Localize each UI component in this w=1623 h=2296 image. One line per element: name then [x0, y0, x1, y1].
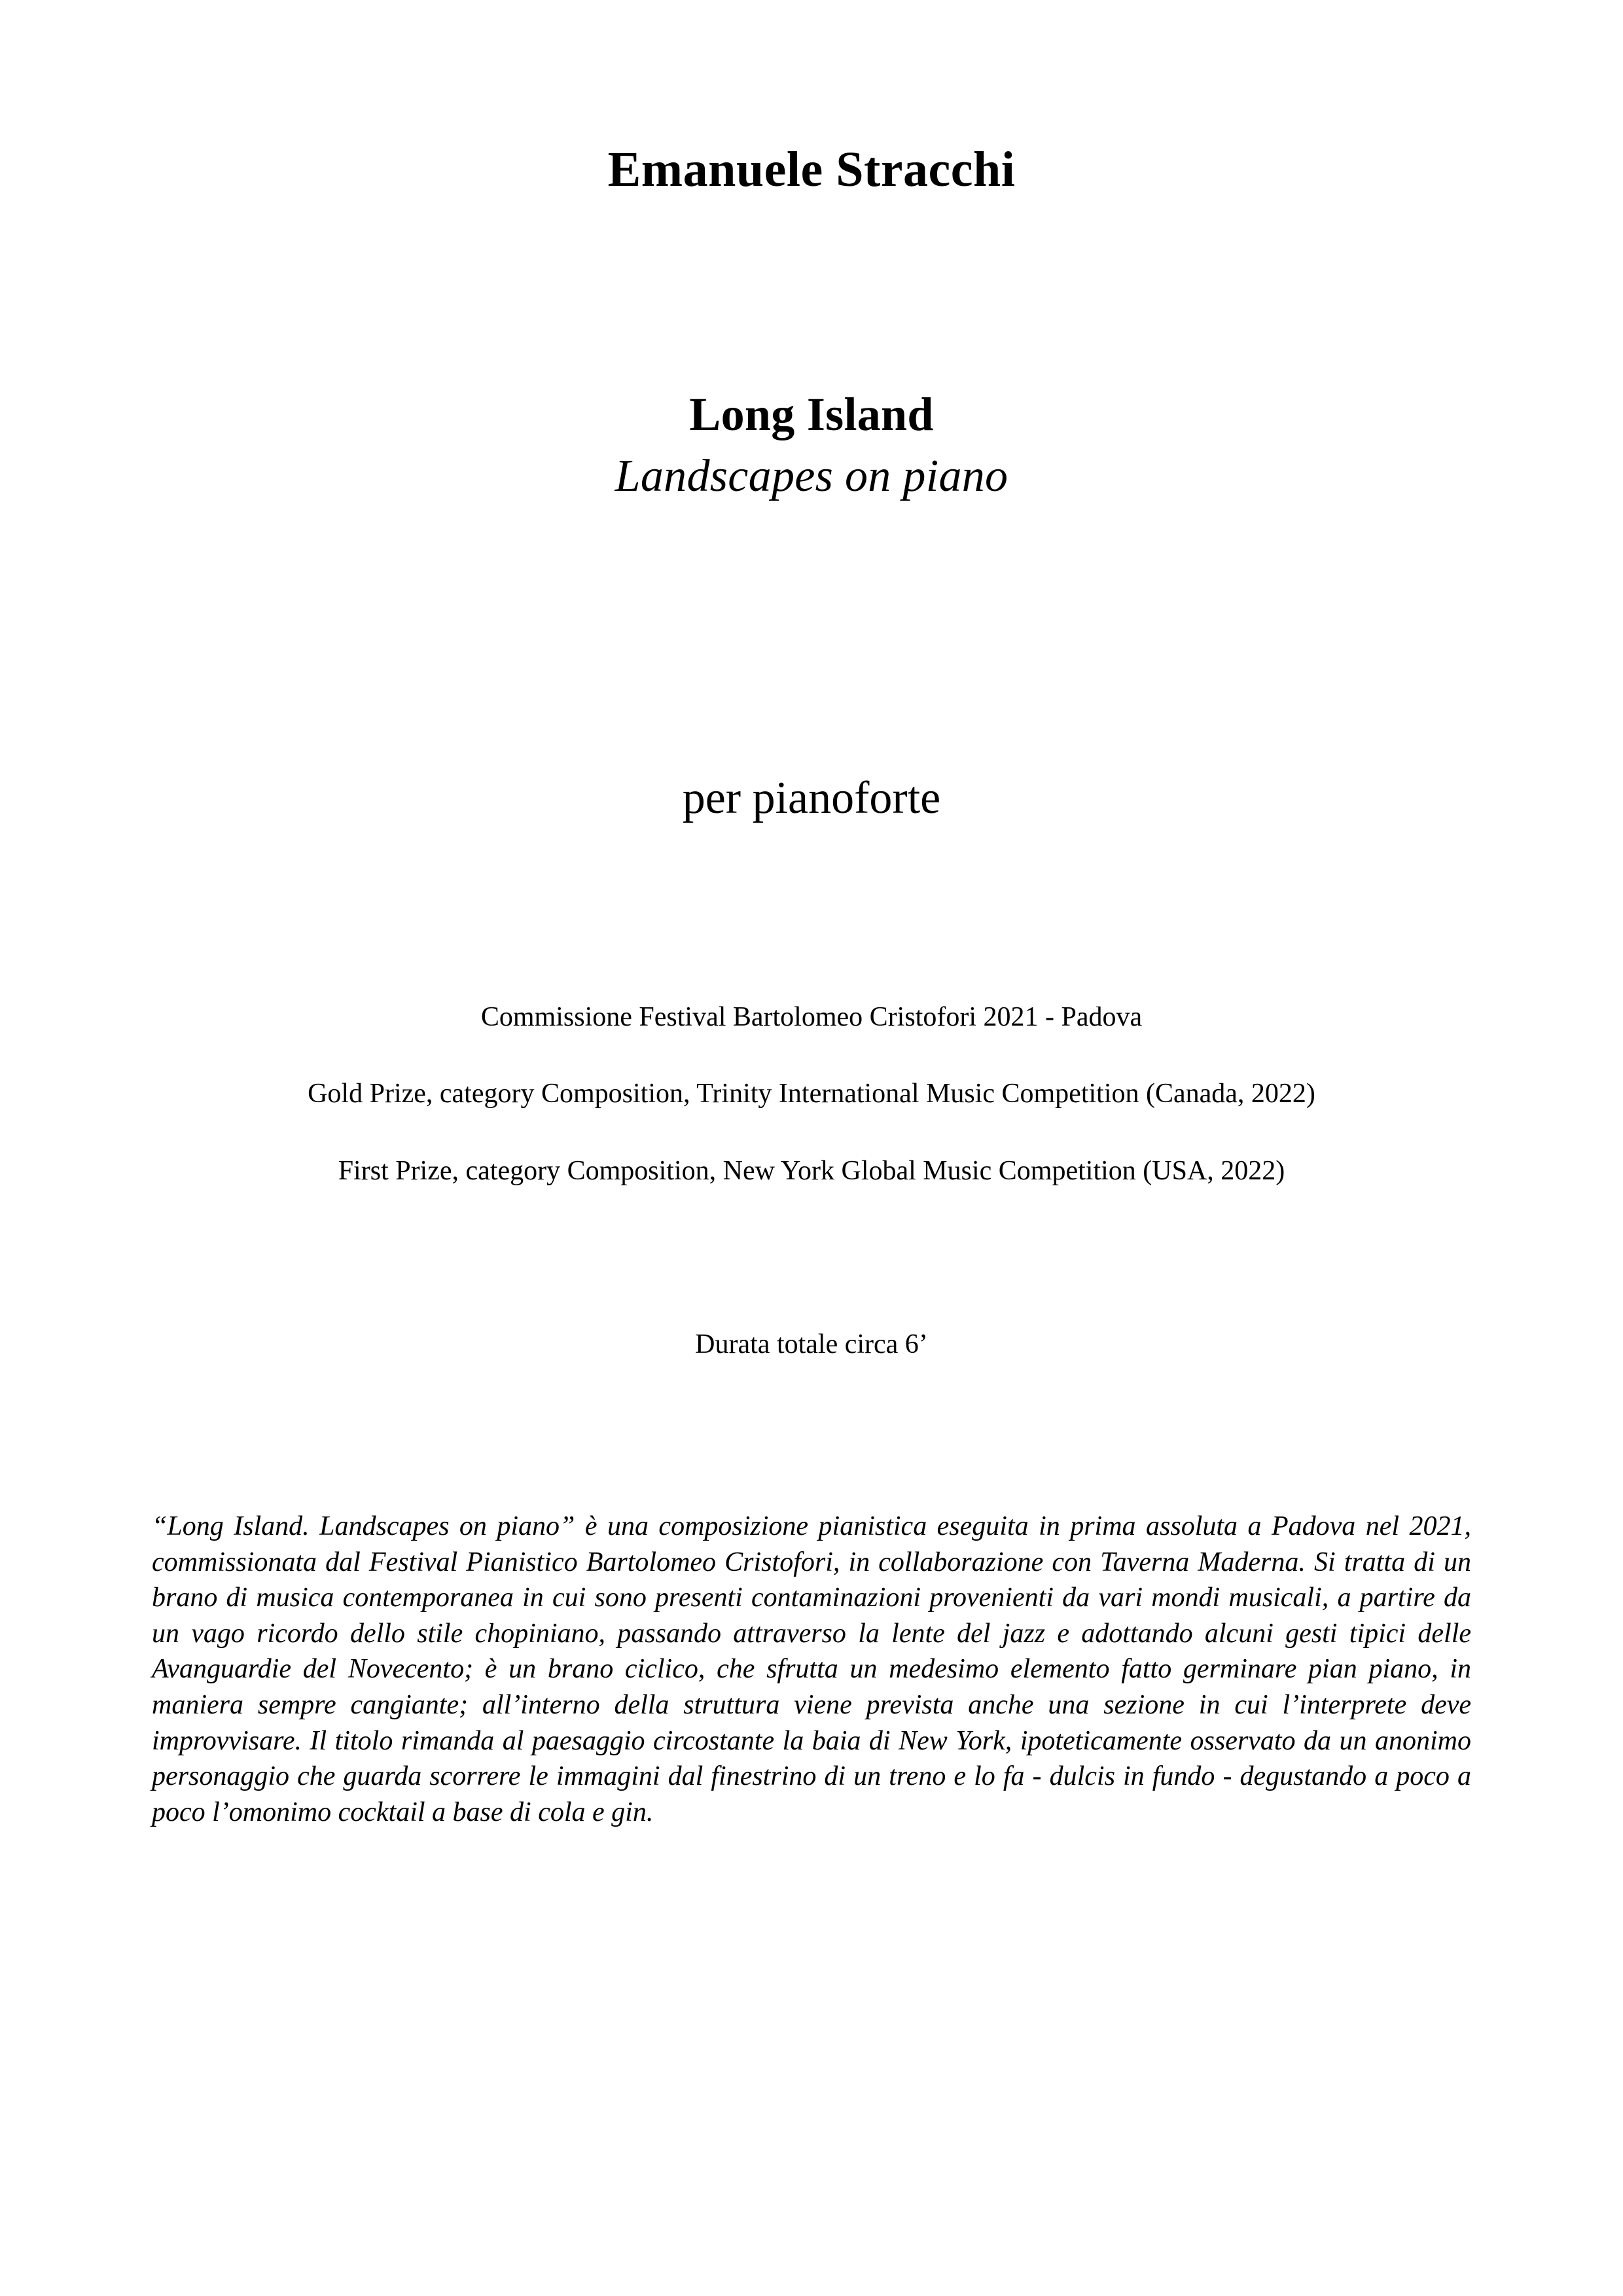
work-subtitle: Landscapes on piano — [615, 450, 1008, 501]
credit-line-commission: Commissione Festival Bartolomeo Cristofori 2021 - Padova — [480, 1002, 1143, 1032]
program-note: “Long Island. Landscapes on piano” è una composizione pianistica eseguita in prima assoluta a Padova nel 2021, commissionata dal Festival Pianistico Bartolomeo Cristofori, in collaborazione con Taverna Maderna. Si tratta di un brano di musica contemporanea in cui sono presenti contaminazioni provenienti da vari mondi musicali, a partire da un vago ricordo dello stile chopiniano, passando attraverso la lente del jazz e adottando alcuni gesti tipici delle Avanguardie del Novecento; è un brano ciclico, che sfrutta un medesimo elemento fatto germinare pian piano, in maniera sempre cangiante; all’interno della struttura viene prevista anche una sezione in cui l’interprete deve improvvisare. Il titolo rimanda al paesaggio circostante la baia di New York, ipoteticamente osservato da un anonimo personaggio che guarda scorrere le immagini dal finestrino di un treno e lo fa - dulcis in fundo - degustando a poco a poco l’omonimo cocktail a base di cola e gin. — [152, 1511, 1471, 1827]
composer-name: Emanuele Stracchi — [607, 142, 1016, 197]
credit-line-gold-prize: Gold Prize, category Composition, Trinity International Music Competition (Canada, 2022) — [308, 1079, 1315, 1109]
duration-line: Durata totale circa 6’ — [695, 1329, 928, 1359]
work-title: Long Island — [689, 388, 934, 440]
credits-block — [0, 1001, 1623, 1187]
credit-line-first-prize: First Prize, category Composition, New York Global Music Competition (USA, 2022) — [338, 1155, 1285, 1186]
title-block — [0, 387, 1623, 504]
instrumentation-line: per pianoforte — [682, 773, 941, 823]
